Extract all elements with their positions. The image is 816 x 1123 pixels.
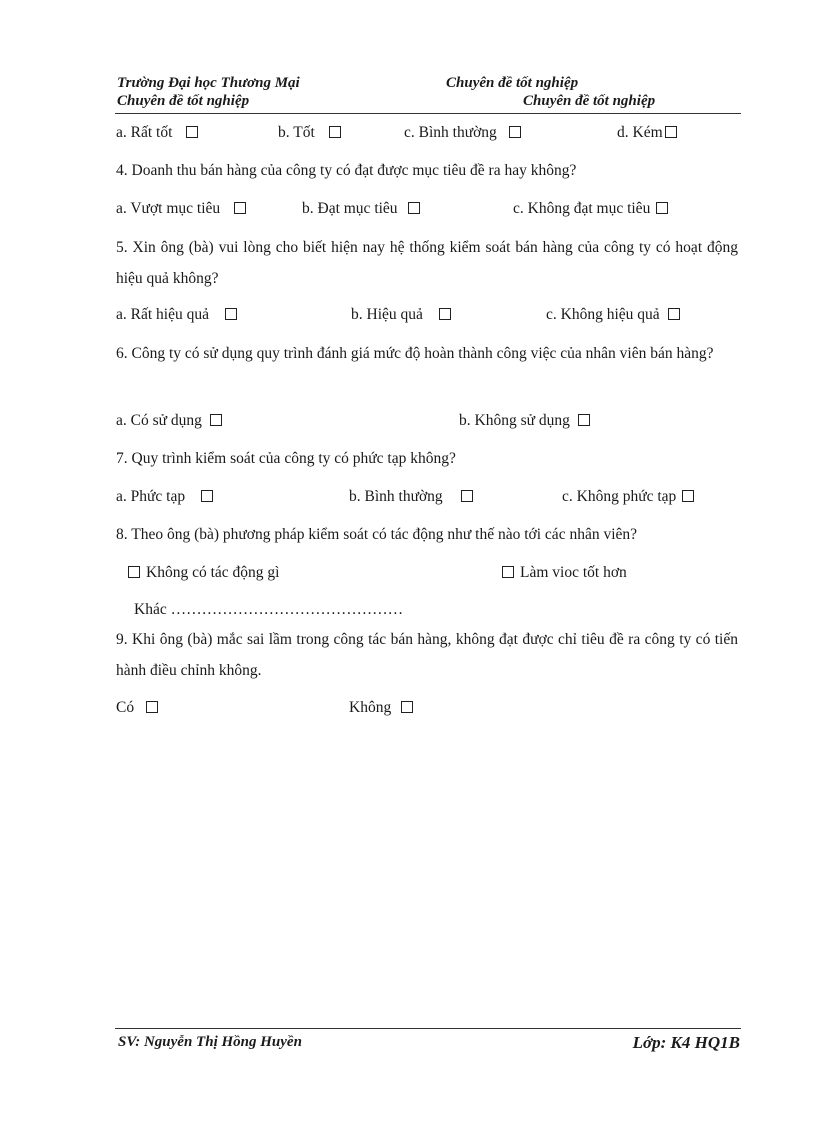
- q8-other-field[interactable]: Khác ………………………………………: [134, 601, 404, 618]
- question-5: 5. Xin ông (bà) vui lòng cho biết hiện nay hệ thống kiểm soát bán hàng của công ty có hoạt động hiệu quả không?: [116, 239, 738, 287]
- checkbox-icon[interactable]: [128, 566, 140, 578]
- question-4: 4. Doanh thu bán hàng của công ty có đạt được mục tiêu đề ra hay không?: [116, 162, 577, 179]
- q4-option-c[interactable]: c. Không đạt mục tiêu: [513, 200, 668, 218]
- q7-option-b[interactable]: b. Bình thường: [349, 488, 473, 506]
- q3-option-c[interactable]: c. Bình thường: [404, 124, 521, 142]
- header-center-title: Chuyên đề tốt nghiệp: [446, 75, 579, 91]
- question-7: 7. Quy trình kiểm soát của công ty có phức tạp không?: [116, 450, 456, 467]
- checkbox-icon[interactable]: [401, 701, 413, 713]
- q7-option-a[interactable]: a. Phức tạp: [116, 488, 213, 506]
- q8-option-work-better[interactable]: Làm vioc tốt hơn: [502, 564, 627, 582]
- checkbox-icon[interactable]: [665, 126, 677, 138]
- checkbox-icon[interactable]: [668, 308, 680, 320]
- question-9: 9. Khi ông (bà) mắc sai lầm trong công tác bán hàng, không đạt được chỉ tiêu đề ra công ty có tiến hành điều chỉnh không.: [116, 631, 738, 679]
- checkbox-icon[interactable]: [578, 414, 590, 426]
- question-8: 8. Theo ông (bà) phương pháp kiểm soát có tác động như thế nào tới các nhân viên?: [116, 526, 638, 543]
- q3-option-b[interactable]: b. Tốt: [278, 124, 341, 142]
- q9-option-yes[interactable]: Có: [116, 699, 158, 717]
- q4-option-b[interactable]: b. Đạt mục tiêu: [302, 200, 420, 218]
- q8-option-no-effect[interactable]: Không có tác động gì: [128, 564, 279, 582]
- q7-option-c[interactable]: c. Không phức tạp: [562, 488, 694, 506]
- checkbox-icon[interactable]: [146, 701, 158, 713]
- q3-option-d[interactable]: d. Kém: [617, 124, 677, 142]
- checkbox-icon[interactable]: [461, 490, 473, 502]
- question-6: 6. Công ty có sử dụng quy trình đánh giá mức độ hoàn thành công việc của nhân viên bán hàng?: [116, 345, 714, 362]
- checkbox-icon[interactable]: [210, 414, 222, 426]
- header-left-subtitle: Chuyên đề tốt nghiệp: [117, 93, 250, 109]
- footer-class: Lớp: K4 HQ1B: [632, 1033, 740, 1052]
- header-rule: [115, 113, 741, 114]
- checkbox-icon[interactable]: [225, 308, 237, 320]
- footer-rule: [115, 1028, 741, 1029]
- q5-option-a[interactable]: a. Rất hiệu quả: [116, 306, 237, 324]
- q9-option-no[interactable]: Không: [349, 699, 413, 717]
- checkbox-icon[interactable]: [509, 126, 521, 138]
- checkbox-icon[interactable]: [682, 490, 694, 502]
- checkbox-icon[interactable]: [186, 126, 198, 138]
- checkbox-icon[interactable]: [329, 126, 341, 138]
- q6-option-a[interactable]: a. Có sử dụng: [116, 412, 222, 430]
- checkbox-icon[interactable]: [234, 202, 246, 214]
- q6-option-b[interactable]: b. Không sử dụng: [459, 412, 590, 430]
- checkbox-icon[interactable]: [656, 202, 668, 214]
- q5-option-c[interactable]: c. Không hiệu quả: [546, 306, 680, 324]
- checkbox-icon[interactable]: [502, 566, 514, 578]
- checkbox-icon[interactable]: [201, 490, 213, 502]
- checkbox-icon[interactable]: [439, 308, 451, 320]
- q5-option-b[interactable]: b. Hiệu quả: [351, 306, 451, 324]
- header-right-subtitle: Chuyên đề tốt nghiệp: [523, 93, 656, 109]
- checkbox-icon[interactable]: [408, 202, 420, 214]
- header-school: Trường Đại học Thương Mại: [117, 75, 300, 91]
- q3-option-a[interactable]: a. Rất tốt: [116, 124, 198, 142]
- q4-option-a[interactable]: a. Vượt mục tiêu: [116, 200, 246, 218]
- footer-student: SV: Nguyễn Thị Hồng Huyền: [118, 1034, 302, 1050]
